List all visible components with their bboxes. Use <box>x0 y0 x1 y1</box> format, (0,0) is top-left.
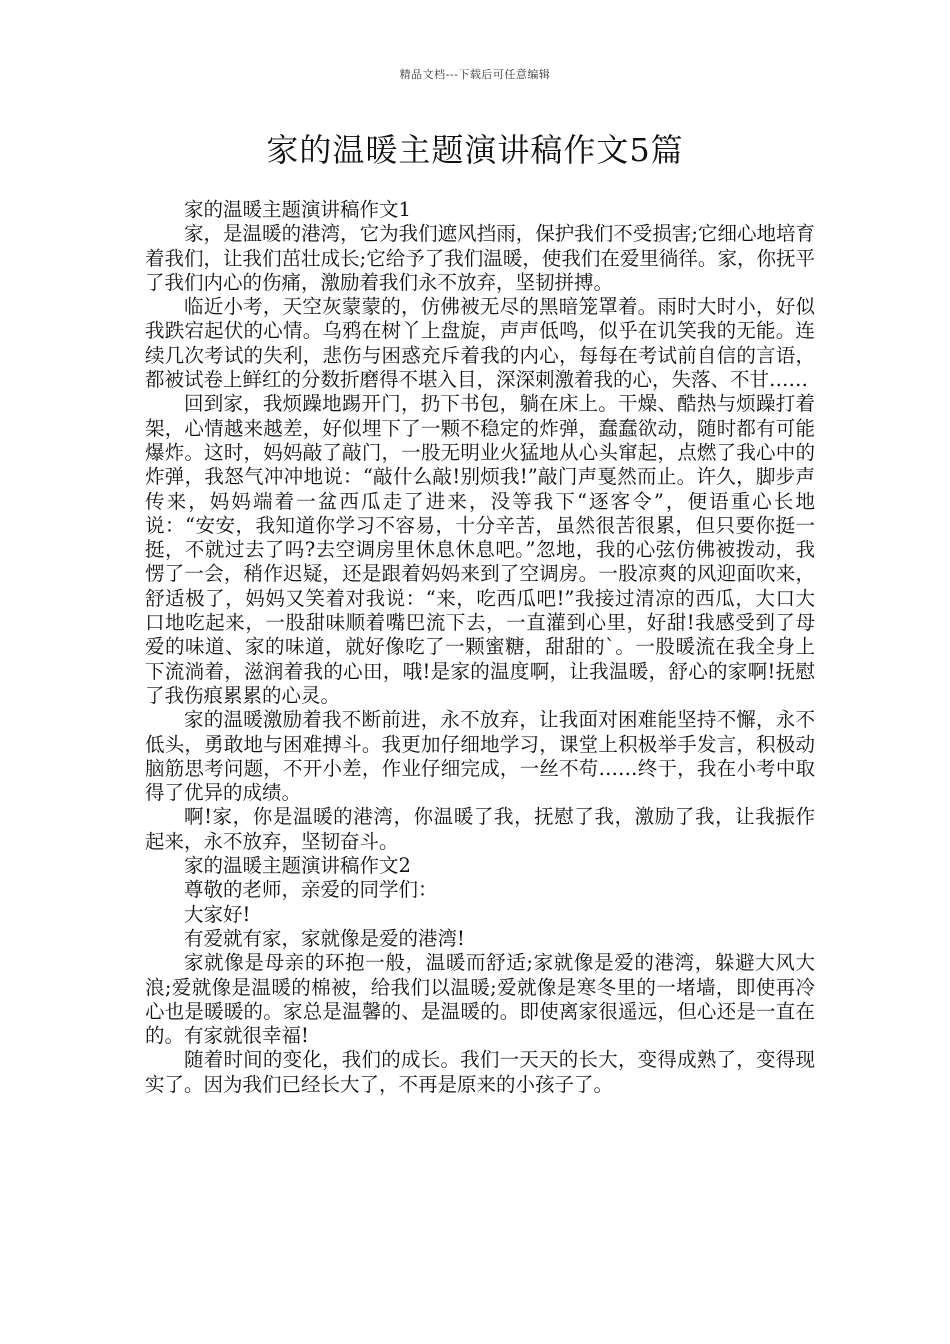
paragraph: 家的温暖激励着我不断前进，永不放弃，让我面对困难能坚持不懈，永不低头，勇敢地与困难搏斗。我更加仔细地学习，课堂上积极举手发言，积极动脑筋思考问题，不开小差，作业仔细完成，一丝不苟……终于，我在小考中取得了优异的成绩。 <box>145 708 815 805</box>
paragraph: 家，是温暖的港湾，它为我们遮风挡雨，保护我们不受损害;它细心地培育着我们，让我们茁壮成长;它给予了我们温暖，使我们在爱里徜徉。家，你抚平了我们内心的伤痛，激励着我们永不放弃，坚韧拼搏。 <box>145 222 815 294</box>
paragraph: 家就像是母亲的环抱一般，温暖而舒适;家就像是爱的港湾，躲避大风大浪;爱就像是温暖的棉被，给我们以温暖;爱就像是寒冬里的一堵墙，即使再冷心也是暖暖的。家总是温馨的、是温暖的。即使离家很遥远，但心还是一直在的。有家就很幸福! <box>145 951 815 1048</box>
paragraph: 回到家，我烦躁地踢开门，扔下书包，躺在床上。干燥、酷热与烦躁打着架，心情越来越差，好似埋下了一颗不稳定的炸弹，蠢蠢欲动，随时都有可能爆炸。这时，妈妈敲了敲门，一股无明业火猛地从心头窜起，点燃了我心中的炸弹，我怒气冲冲地说：“敲什么敲!别烦我!”敲门声戛然而止。许久，脚步声传来，妈妈端着一盆西瓜走了进来，没等我下“逐客令”，便语重心长地说：“安安，我知道你学习不容易，十分辛苦，虽然很苦很累，但只要你挺一挺，不就过去了吗?去空调房里休息休息吧。”忽地，我的心弦仿佛被拨动，我愣了一会，稍作迟疑，还是跟着妈妈来到了空调房。一股凉爽的风迎面吹来，舒适极了，妈妈又笑着对我说：“来，吃西瓜吧!”我接过清凉的西瓜，大口大口地吃起来，一股甜味顺着嘴巴流下去，一直灌到心里，好甜!我感受到了母爱的味道、家的味道，就好像吃了一颗蜜糖，甜甜的`。一股暖流在我全身上下流淌着，滋润着我的心田，哦!是家的温度啊，让我温暖，舒心的家啊!抚慰了我伤痕累累的心灵。 <box>145 392 815 707</box>
header-note: 精品文档---下载后可任意编辑 <box>399 68 551 81</box>
paragraph: 尊敬的老师，亲爱的同学们： <box>184 878 438 902</box>
paragraph: 啊!家，你是温暖的港湾，你温暖了我，抚慰了我，激励了我，让我振作起来，永不放弃，坚韧奋斗。 <box>145 805 815 853</box>
document-body <box>145 198 815 1097</box>
section-heading-2: 家的温暖主题演讲稿作文2 <box>184 854 411 878</box>
paragraph: 随着时间的变化，我们的成长。我们一天天的长大，变得成熟了，变得现实了。因为我们已经长大了，不再是原来的小孩子了。 <box>145 1048 815 1096</box>
paragraph: 大家好! <box>184 902 251 926</box>
paragraph: 临近小考，天空灰蒙蒙的，仿佛被无尽的黑暗笼罩着。雨时大时小，好似我跌宕起伏的心情。乌鸦在树丫上盘旋，声声低鸣，似乎在讥笑我的无能。连续几次考试的失利，悲伤与困惑充斥着我的内心，每每在考试前自信的言语，都被试卷上鲜红的分数折磨得不堪入目，深深刺激着我的心，失落、不甘…… <box>145 295 815 392</box>
document-title: 家的温暖主题演讲稿作文5篇 <box>266 131 684 169</box>
section-heading-1: 家的温暖主题演讲稿作文1 <box>184 198 411 221</box>
paragraph: 有爱就有家，家就像是爱的港湾! <box>184 926 465 950</box>
